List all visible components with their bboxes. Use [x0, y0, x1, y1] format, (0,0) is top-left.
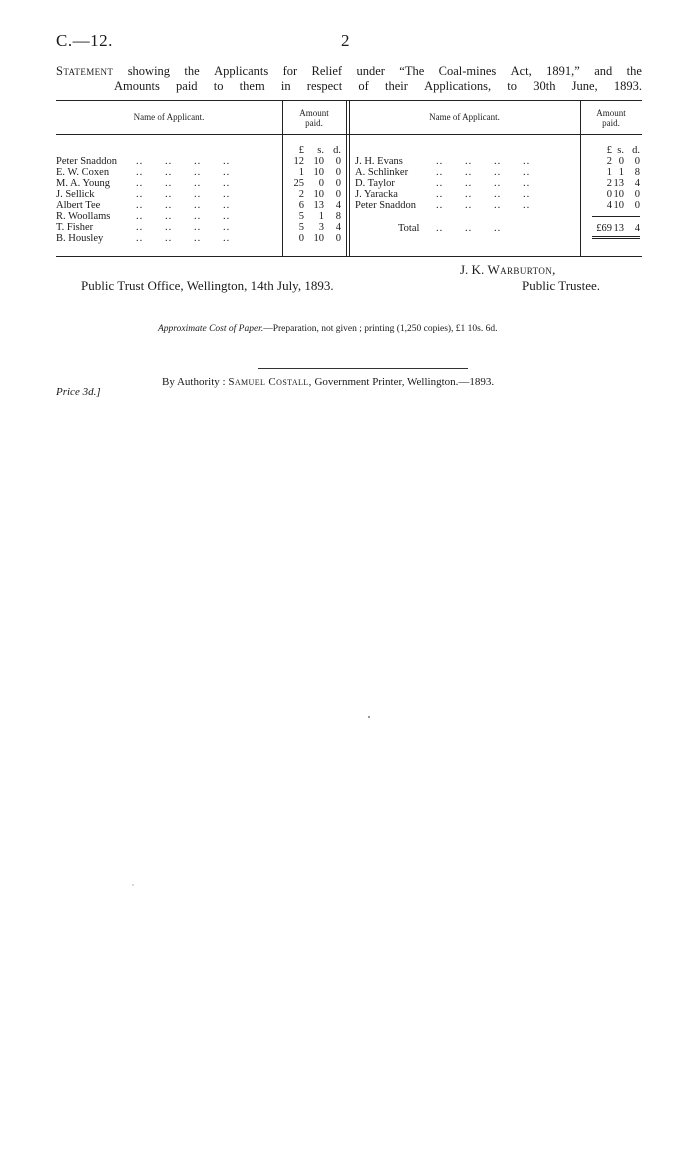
applicant-name: E. W. Coxen: [56, 167, 110, 178]
applicant-name: J. Yaracka: [355, 189, 398, 200]
title-word: respect: [306, 79, 343, 93]
amount-pence: 0: [335, 178, 341, 189]
cost-note-label: Approximate Cost of Paper.: [158, 324, 264, 334]
amount-shillings: 0: [318, 178, 324, 189]
shillings-sign: s.: [317, 145, 324, 156]
amount-shillings: 1: [318, 211, 324, 222]
title-word: 1891,”: [546, 64, 580, 78]
title-word: Applications,: [424, 79, 492, 93]
column-divider: [346, 100, 347, 256]
leader-dots: .. .. .. ..: [136, 200, 231, 211]
amount-pence: 4: [634, 178, 640, 189]
title-word: the: [184, 64, 200, 78]
total-shillings: 13: [613, 223, 624, 234]
total-double-rule: [592, 236, 640, 237]
amount-header-word: paid.: [602, 118, 620, 128]
printer-name: Samuel Costall,: [228, 376, 312, 388]
applicant-name: T. Fisher: [56, 222, 94, 233]
title-word: showing: [127, 64, 171, 78]
applicant-name: Peter Snaddon: [56, 156, 117, 167]
pence-sign: d.: [632, 145, 640, 156]
title-word: under: [356, 64, 385, 78]
applicant-name: D. Taylor: [355, 178, 395, 189]
leader-dots: .. .. .. ..: [436, 178, 531, 189]
amount-pounds: 2: [298, 189, 304, 200]
title-word: Coal-mines: [438, 64, 497, 78]
leader-dots: .. .. .. ..: [436, 167, 531, 178]
title-word: 30th: [533, 79, 556, 93]
applicant-name: J. H. Evans: [355, 156, 403, 167]
office-date-line: Public Trust Office, Wellington, 14th July, 1893.: [81, 278, 334, 293]
leader-dots: .. .. .. ..: [436, 200, 531, 211]
leader-dots: .. .. .. ..: [136, 211, 231, 222]
amount-pence: 0: [335, 233, 341, 244]
total-pounds: £69: [596, 223, 612, 234]
amount-pounds: 1: [298, 167, 304, 178]
price-note: Price 3d.]: [56, 386, 101, 398]
title-word: Applicants: [214, 64, 269, 78]
total-rule: [592, 216, 640, 217]
authority-rule: [258, 368, 468, 369]
signer-title: Public Trustee.: [522, 278, 601, 293]
pounds-sign: £: [298, 145, 304, 156]
amount-pounds: 4: [606, 200, 612, 211]
title-word: June,: [571, 79, 598, 93]
applicant-name: B. Housley: [56, 233, 104, 244]
authority-prefix: By Authority :: [162, 376, 226, 388]
amount-pence: 8: [634, 167, 640, 178]
applicant-name: M. A. Young: [56, 178, 110, 189]
total-label: Total: [398, 223, 420, 234]
column-divider: [349, 100, 350, 256]
amount-pounds: 25: [293, 178, 304, 189]
amount-pence: 4: [335, 200, 341, 211]
amount-shillings: 10: [613, 200, 624, 211]
pence-sign: d.: [333, 145, 341, 156]
leader-dots: .. .. .. ..: [136, 156, 231, 167]
title-line-2: [56, 79, 642, 94]
amount-pounds: 1: [606, 167, 612, 178]
statement-title: [56, 64, 642, 94]
page-number: 2: [341, 31, 350, 50]
amount-shillings: 0: [618, 156, 624, 167]
title-word: them: [239, 79, 265, 93]
title-word: to: [213, 79, 224, 93]
col-header-name-right: Name of Applicant.: [429, 112, 500, 122]
title-word: 1893.: [613, 79, 642, 93]
amount-pence: 0: [335, 156, 341, 167]
amount-pounds: 12: [293, 156, 304, 167]
applicant-name: A. Schlinker: [355, 167, 409, 178]
amount-shillings: 10: [313, 189, 324, 200]
col-header-amount-left: [282, 108, 346, 128]
printer-authority-line: [162, 376, 494, 388]
cost-note-text: —Preparation, not given ; printing (1,250 copies), £1 10s. 6d.: [263, 324, 498, 334]
title-word: their: [384, 79, 408, 93]
applicant-name: R. Woollams: [56, 211, 111, 222]
amount-pounds: 0: [606, 189, 612, 200]
amount-pounds: 5: [298, 211, 304, 222]
col-header-name-left: Name of Applicant.: [133, 112, 205, 122]
amount-pence: 0: [335, 167, 341, 178]
signer-surname: Warburton,: [487, 262, 556, 277]
signer-initials: J. K.: [460, 262, 485, 277]
document-reference: C.—12.: [56, 31, 113, 50]
col-header-amount-right: [580, 108, 642, 128]
amount-shillings: 3: [318, 222, 324, 233]
shillings-sign: s.: [617, 145, 624, 156]
amount-shillings: 10: [313, 167, 324, 178]
applicant-name: Peter Snaddon: [355, 200, 416, 211]
title-word: to: [507, 79, 518, 93]
amount-pence: 4: [335, 222, 341, 233]
amount-pence: 0: [634, 189, 640, 200]
leader-dots: .. .. .. ..: [136, 189, 231, 200]
title-word: of: [358, 79, 369, 93]
title-word: paid: [176, 79, 198, 93]
title-word: Amounts: [114, 79, 160, 93]
scan-speck: [132, 884, 134, 886]
pounds-sign: £: [606, 145, 612, 156]
scan-speck: [368, 716, 370, 718]
amount-header-word: paid.: [305, 118, 323, 128]
amount-shillings: 1: [618, 167, 624, 178]
title-word: for: [282, 64, 298, 78]
amount-pence: 0: [634, 200, 640, 211]
leader-dots: .. .. .. ..: [136, 222, 231, 233]
total-double-rule: [592, 238, 640, 239]
table-bottom-rule: [56, 256, 642, 257]
leader-dots: .. .. .. ..: [136, 167, 231, 178]
amount-shillings: 10: [313, 156, 324, 167]
leader-dots: .. .. .. ..: [436, 156, 531, 167]
amount-pounds: 5: [298, 222, 304, 233]
title-word: Relief: [311, 64, 343, 78]
title-statement-word: Statement: [56, 64, 114, 78]
signer-name: [460, 262, 556, 278]
cost-note: [158, 324, 498, 334]
amount-header-word: Amount: [596, 108, 626, 118]
amount-pence: 8: [335, 211, 341, 222]
amount-shillings: 13: [313, 200, 324, 211]
amount-pence: 0: [634, 156, 640, 167]
title-word: Act,: [510, 64, 532, 78]
amount-pounds: 6: [298, 200, 304, 211]
amount-pounds: 2: [606, 178, 612, 189]
authority-suffix: Government Printer, Wellington.—1893.: [314, 376, 495, 388]
title-line-1: [56, 64, 642, 79]
leader-dots: .. .. ..: [436, 223, 502, 234]
total-pence: 4: [634, 223, 640, 234]
leader-dots: .. .. .. ..: [136, 233, 231, 244]
title-word: the: [626, 64, 642, 78]
leader-dots: .. .. .. ..: [136, 178, 231, 189]
applicant-name: J. Sellick: [56, 189, 95, 200]
title-word: and: [594, 64, 613, 78]
amount-pounds: 0: [298, 233, 304, 244]
amount-pence: 0: [335, 189, 341, 200]
amount-pounds: 2: [606, 156, 612, 167]
amount-shillings: 13: [613, 178, 624, 189]
leader-dots: .. .. .. ..: [436, 189, 531, 200]
title-word: “The: [399, 64, 425, 78]
amount-header-word: Amount: [299, 108, 329, 118]
amount-shillings: 10: [613, 189, 624, 200]
amount-shillings: 10: [313, 233, 324, 244]
title-word: in: [280, 79, 291, 93]
applicant-name: Albert Tee: [56, 200, 101, 211]
